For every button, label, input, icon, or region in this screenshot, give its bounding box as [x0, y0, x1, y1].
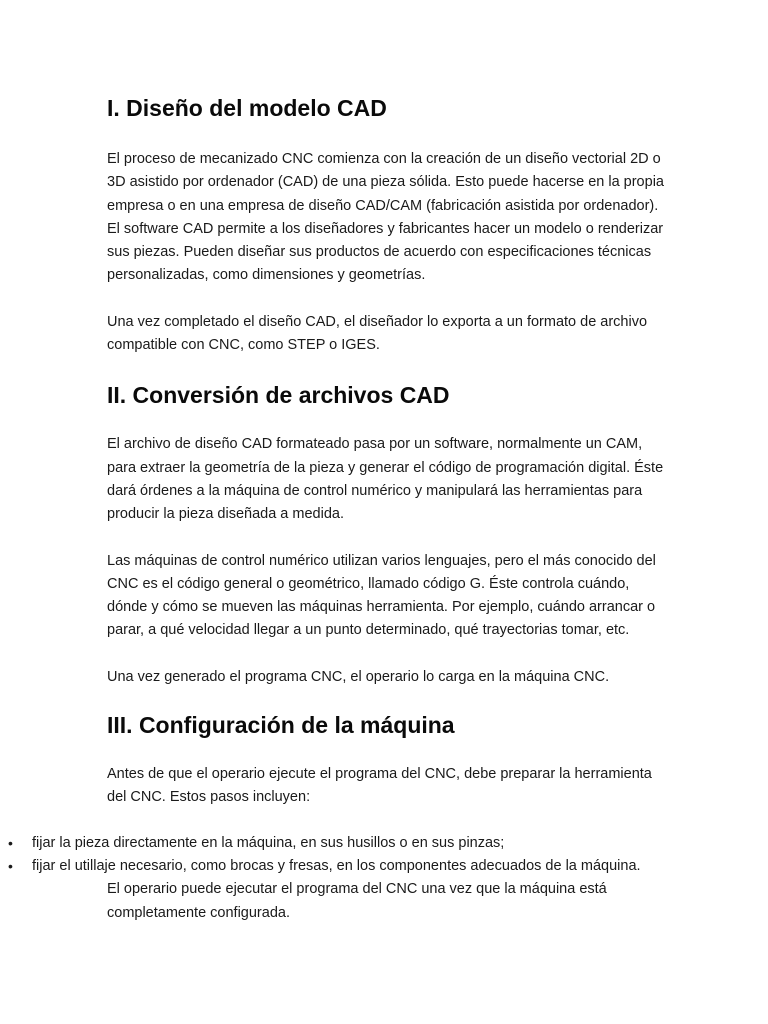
list-item	[8, 855, 692, 878]
paragraph: El archivo de diseño CAD formateado pasa por un software, normalmente un CAM, para extraer la geometría de la pieza y generar el código de programación digital. Éste dará órdenes a la máquina de control numérico y manipulará las herramientas para producir la pieza diseñada a medida.	[107, 436, 664, 523]
bullet-list	[8, 832, 692, 879]
list-item	[8, 832, 692, 855]
section-heading-cad-design: I. Diseño del modelo CAD	[107, 95, 387, 121]
section-heading-machine-setup: III. Configuración de la máquina	[107, 712, 455, 739]
bullet-icon: •	[8, 857, 13, 874]
paragraph: El operario puede ejecutar el programa del CNC una vez que la máquina está completamente configurada.	[107, 881, 607, 921]
document-content	[8, 92, 669, 925]
bullet-icon: •	[8, 834, 13, 851]
paragraph: Antes de que el operario ejecute el programa del CNC, debe preparar la herramienta del CNC. Estos pasos incluyen:	[107, 766, 652, 806]
list-item-text: fijar la pieza directamente en la máquina, en sus husillos o en sus pinzas;	[32, 834, 505, 851]
list-item-text: fijar el utillaje necesario, como brocas y fresas, en los componentes adecuados de la máquina.	[32, 857, 641, 874]
paragraph: Una vez generado el programa CNC, el operario lo carga en la máquina CNC.	[107, 668, 610, 685]
paragraph: Las máquinas de control numérico utilizan varios lenguajes, pero el más conocido del CNC es el código general o geométrico, llamado código G. Éste controla cuándo, dónde y cómo se mueven las máquinas herramienta. Por ejemplo, cuándo arrancar o parar, a qué velocidad llegar a un punto determinado, qué trayectorias tomar, etc.	[107, 552, 656, 639]
section-heading-cad-conversion: II. Conversión de archivos CAD	[107, 382, 450, 409]
paragraph: Una vez completado el diseño CAD, el diseñador lo exporta a un formato de archivo compatible con CNC, como STEP o IGES.	[107, 313, 648, 354]
paragraph: El proceso de mecanizado CNC comienza con la creación de un diseño vectorial 2D o 3D asistido por ordenador (CAD) de una pieza sólida. Esto puede hacerse en la propia empresa o en una empresa de diseño CAD/CAM (fabricación asistida por ordenador). El software CAD permite a los diseñadores y fabricantes hacer un modelo o renderizar sus piezas. Pueden diseñar sus productos de acuerdo con especificaciones técnicas personalizadas, como dimensiones y geometrías.	[107, 151, 664, 284]
